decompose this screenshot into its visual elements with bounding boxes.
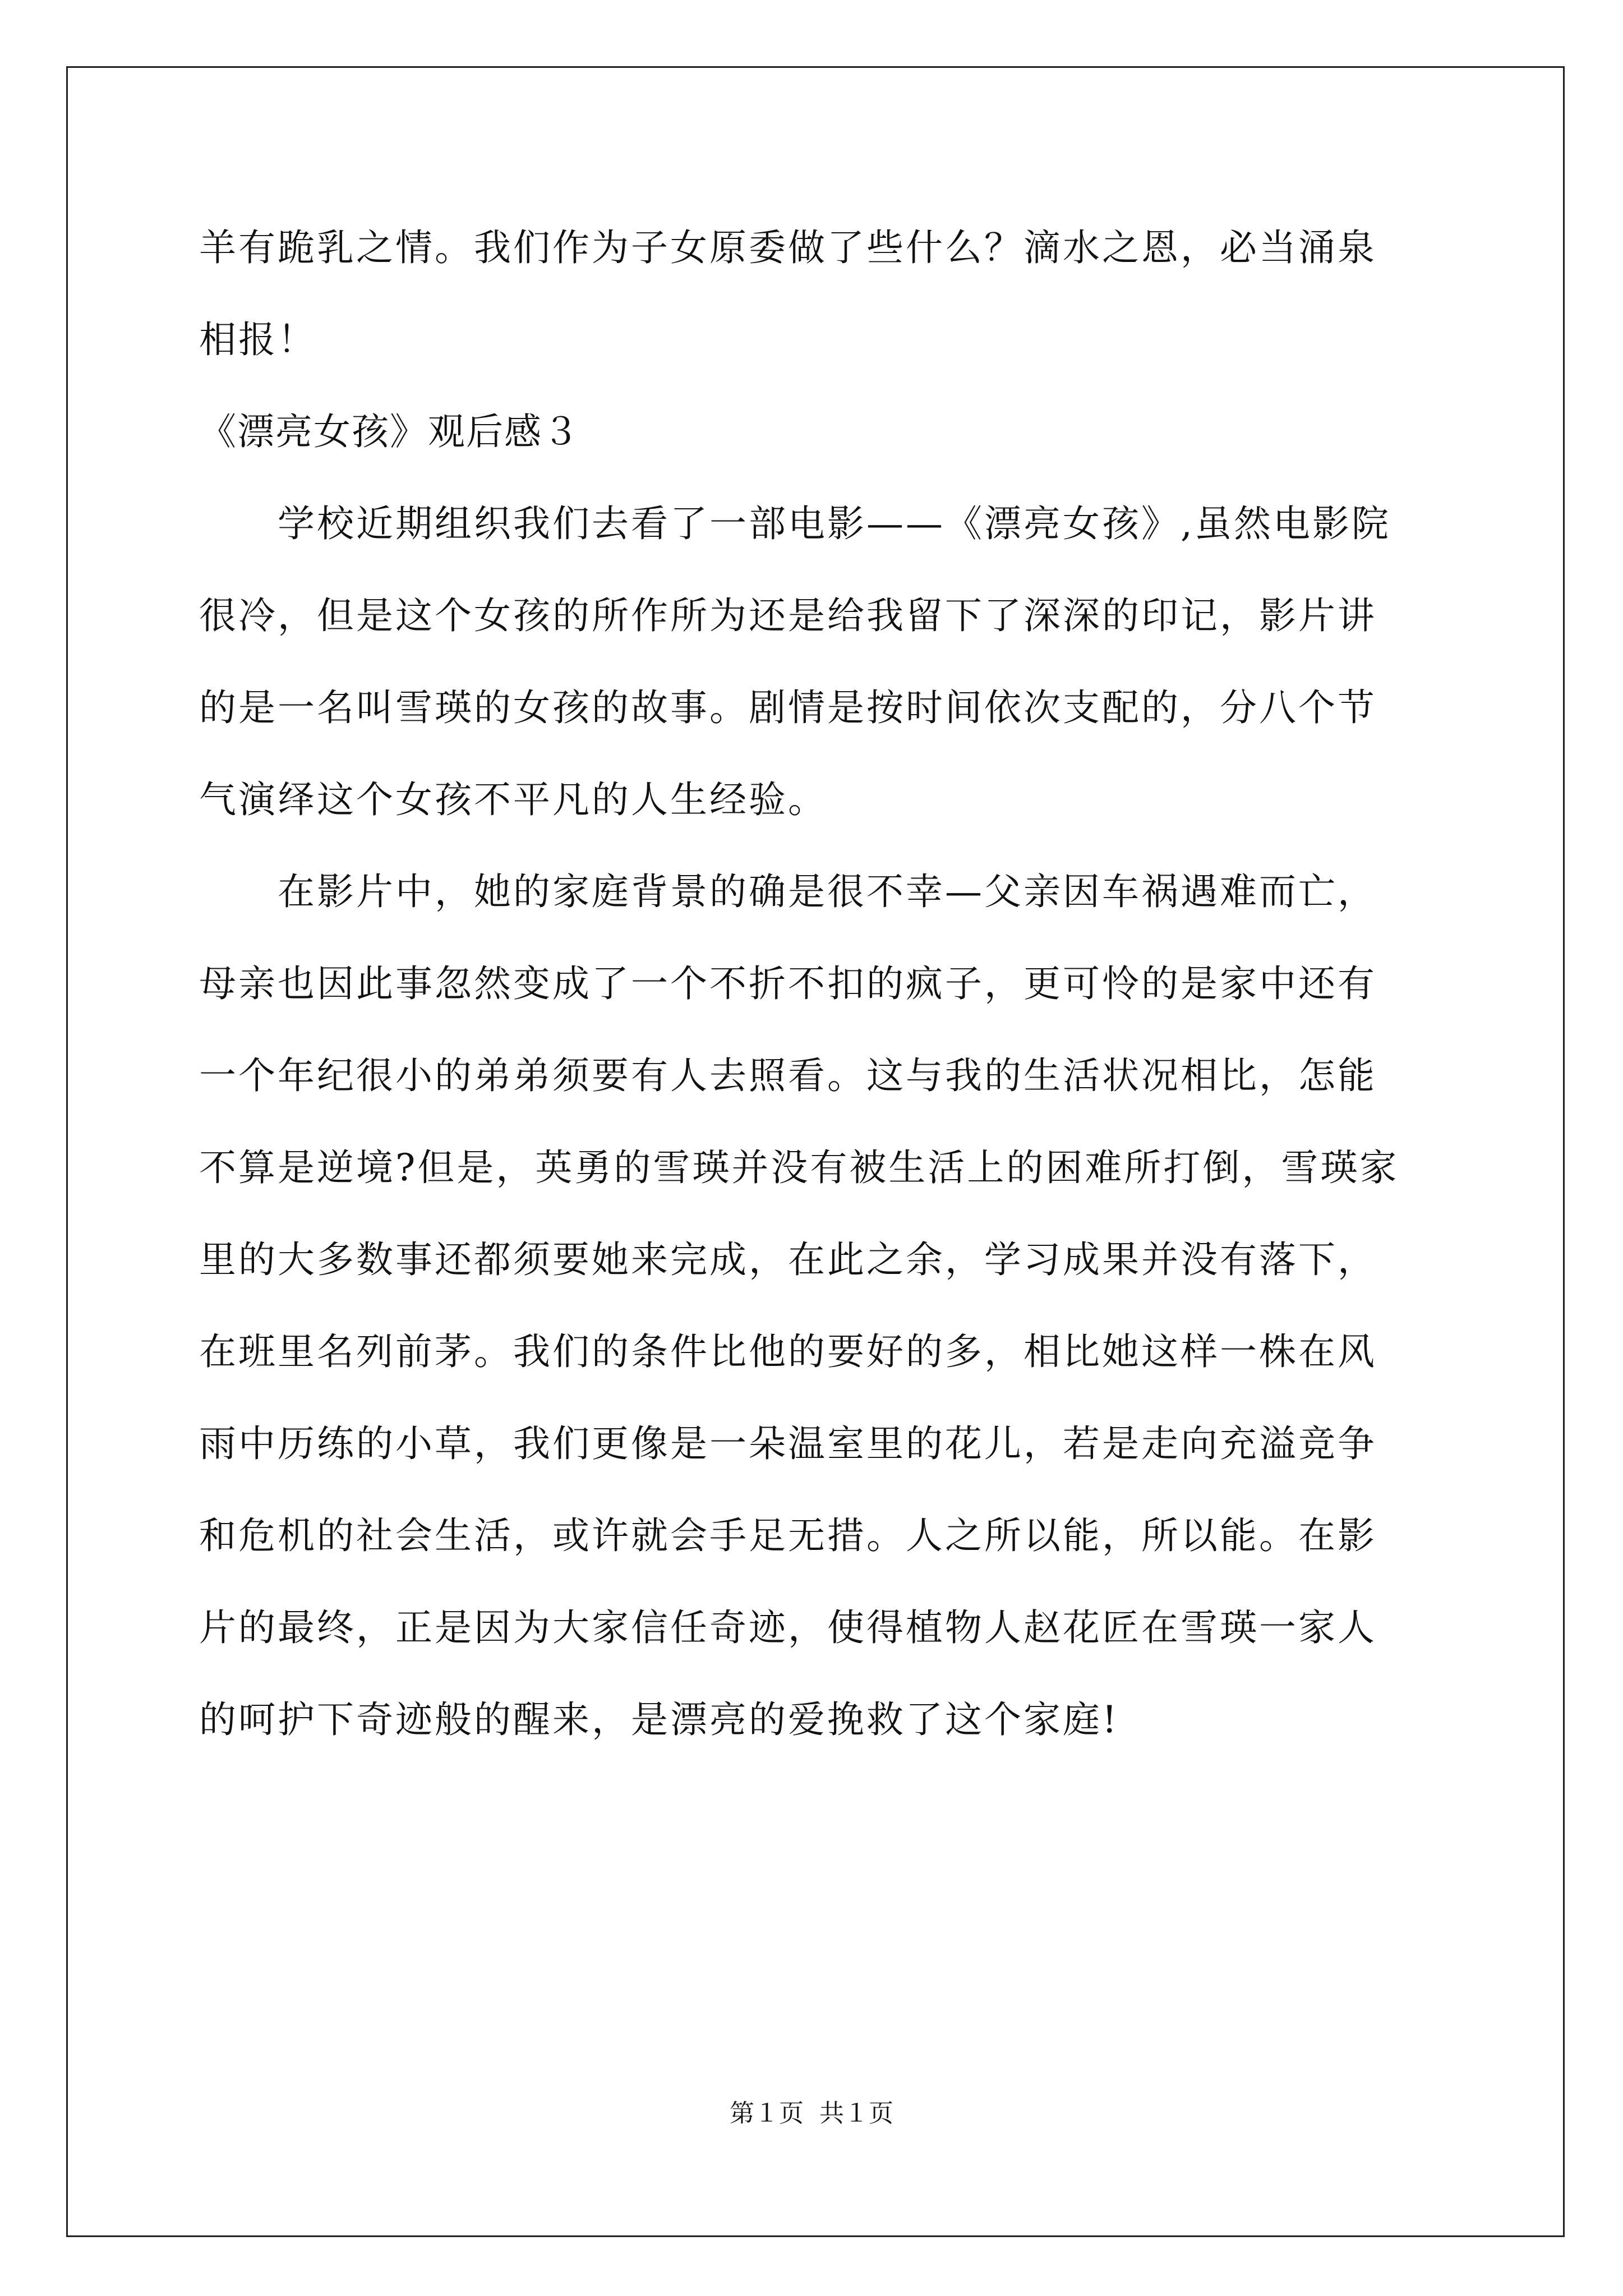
paragraph-line: 不算是逆境?但是，英勇的雪瑛并没有被生活上的困难所打倒，雪瑛家 [199, 1146, 1399, 1189]
paragraph-line: 母亲也因此事忽然变成了一个不折不扣的疯子，更可怜的是家中还有 [199, 962, 1377, 1005]
page-number: 第１页 [730, 2099, 804, 2128]
paragraph-line: 和危机的社会生活，或许就会手足无措。人之所以能，所以能。在影 [199, 1514, 1377, 1557]
paragraph-line: 片的最终，正是因为大家信任奇迹，使得植物人赵花匠在雪瑛一家人 [199, 1606, 1377, 1649]
paragraph-line: 在影片中，她的家庭背景的确是很不幸—父亲因车祸遇难而亡， [278, 870, 1377, 913]
page-total: 共１页 [819, 2099, 893, 2128]
document-body [199, 202, 1422, 1766]
paragraph-line: 气演绎这个女孩不平凡的人生经验。 [199, 778, 827, 821]
text-line: 相报！ [199, 318, 317, 361]
page-footer [0, 2097, 1623, 2131]
paragraph-line: 在班里名列前茅。我们的条件比他的要好的多，相比她这样一株在风 [199, 1330, 1377, 1373]
paragraph-line: 学校近期组织我们去看了一部电影——《漂亮女孩》,虽然电影院 [278, 502, 1391, 545]
text-line: 羊有跪乳之情。我们作为子女原委做了些什么？滴水之恩，必当涌泉 [199, 226, 1377, 269]
paragraph-line: 很冷，但是这个女孩的所作所为还是给我留下了深深的印记，影片讲 [199, 594, 1377, 637]
paragraph-line: 里的大多数事还都须要她来完成，在此之余，学习成果并没有落下， [199, 1238, 1377, 1281]
paragraph-line: 的呵护下奇迹般的醒来，是漂亮的爱挽救了这个家庭! [199, 1698, 1119, 1741]
section-heading: 《漂亮女孩》观后感３ [199, 410, 580, 453]
paragraph-line: 雨中历练的小草，我们更像是一朵温室里的花儿，若是走向充溢竞争 [199, 1422, 1377, 1465]
paragraph-line: 一个年纪很小的弟弟须要有人去照看。这与我的生活状况相比，怎能 [199, 1054, 1377, 1097]
paragraph-line: 的是一名叫雪瑛的女孩的故事。剧情是按时间依次支配的，分八个节 [199, 686, 1377, 729]
